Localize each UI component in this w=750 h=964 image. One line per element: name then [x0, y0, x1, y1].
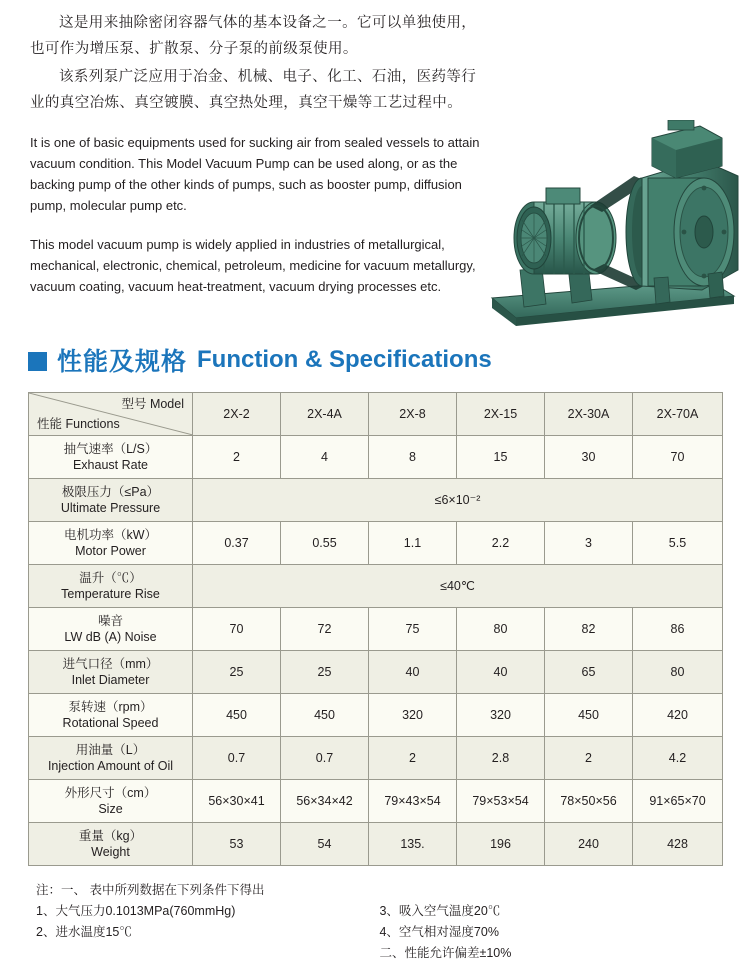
table-row — [29, 651, 723, 694]
cell-value: 54 — [281, 823, 369, 866]
cell-value: 2 — [193, 436, 281, 479]
cell-value: 1.1 — [369, 522, 457, 565]
cell-value: 40 — [369, 651, 457, 694]
intro-paragraph-en-2: This model vacuum pump is widely applied in industries of metallurgical, mechanical, electronic, chemical, petroleum, medicine for vacuum metallurgy, vacuum coating, vacuum heat-treatment, vacuum drying processes etc. — [30, 237, 476, 294]
cell-value: 2.8 — [457, 737, 545, 780]
notes-section — [36, 880, 716, 964]
row-label-temperature-rise — [29, 565, 193, 608]
row-label-en: Exhaust Rate — [72, 458, 149, 472]
corner-model-label: 型号 Model — [121, 397, 184, 411]
vacuum-pump-illustration — [472, 120, 740, 332]
model-header-5: 2X-70A — [633, 393, 723, 436]
row-label-en: Inlet Diameter — [71, 673, 150, 687]
corner-functions-label — [37, 416, 120, 432]
row-label-cn: 泵转速（rpm） — [68, 700, 153, 714]
note-item: 4、空气相对湿度70% — [379, 925, 499, 939]
cell-value: 2.2 — [457, 522, 545, 565]
cell-value: 82 — [545, 608, 633, 651]
cell-value: 450 — [281, 694, 369, 737]
cell-value: 4.2 — [633, 737, 723, 780]
cell-value: 79×53×54 — [457, 780, 545, 823]
cell-value-span: ≤6×10⁻² — [193, 479, 723, 522]
cell-value: 196 — [457, 823, 545, 866]
notes-left-column — [36, 901, 336, 943]
cell-value: 0.37 — [193, 522, 281, 565]
cell-value: 450 — [545, 694, 633, 737]
cell-value: 0.7 — [193, 737, 281, 780]
row-label-noise — [29, 608, 193, 651]
section-heading — [28, 342, 750, 378]
row-label-exhaust-rate — [29, 436, 193, 479]
row-label-cn: 进气口径（mm） — [62, 657, 159, 671]
cell-value: 86 — [633, 608, 723, 651]
cell-value: 56×30×41 — [193, 780, 281, 823]
intro-paragraph-cn-2: 该系列泵广泛应用于冶金、机械、电子、化工、石油，医药等行业的真空冶炼、真空镀膜、真空热处理，真空干燥等工艺过程中。 — [30, 69, 477, 111]
cell-value: 65 — [545, 651, 633, 694]
row-label-cn: 重量（kg） — [78, 829, 143, 843]
cell-value: 72 — [281, 608, 369, 651]
cell-value: 428 — [633, 823, 723, 866]
row-label-en: LW dB (A) Noise — [64, 630, 157, 644]
specifications-table-wrap — [28, 392, 722, 866]
row-label-cn: 温升（℃） — [79, 571, 142, 585]
row-label-weight — [29, 823, 193, 866]
table-row — [29, 737, 723, 780]
row-label-inlet-diameter — [29, 651, 193, 694]
cell-value: 135. — [369, 823, 457, 866]
cell-value: 2 — [545, 737, 633, 780]
row-label-cn: 抽气速率（L/S） — [63, 442, 158, 456]
row-label-rotational-speed — [29, 694, 193, 737]
cell-value: 30 — [545, 436, 633, 479]
row-label-size — [29, 780, 193, 823]
row-label-oil-amount — [29, 737, 193, 780]
table-row — [29, 780, 723, 823]
row-label-cn: 电机功率（kW） — [63, 528, 158, 542]
cell-value: 80 — [633, 651, 723, 694]
cell-value: 0.7 — [281, 737, 369, 780]
note-item: 3、吸入空气温度20℃ — [379, 904, 501, 918]
model-header-0: 2X-2 — [193, 393, 281, 436]
notes-right-column — [379, 901, 679, 964]
table-row — [29, 608, 723, 651]
intro-paragraph-cn-1: 这是用来抽除密闭容器气体的基本设备之一。它可以单独使用，也可作为增压泵、扩散泵、分子泵的前级泵使用。 — [30, 15, 477, 57]
cell-value: 40 — [457, 651, 545, 694]
cell-value: 79×43×54 — [369, 780, 457, 823]
row-label-cn: 极限压力（≤Pa） — [61, 485, 160, 499]
row-label-motor-power — [29, 522, 193, 565]
model-header-3: 2X-15 — [457, 393, 545, 436]
cell-value: 0.55 — [281, 522, 369, 565]
model-header-4: 2X-30A — [545, 393, 633, 436]
cell-value: 70 — [633, 436, 723, 479]
note-item: 2、进水温度15℃ — [36, 925, 132, 939]
specifications-table — [28, 392, 723, 866]
blue-square-icon — [28, 352, 47, 371]
row-label-en: Ultimate Pressure — [60, 501, 161, 515]
cell-value: 8 — [369, 436, 457, 479]
intro-section — [0, 0, 750, 330]
note-item: 二、性能允许偏差±10% — [379, 946, 512, 960]
row-label-en: Temperature Rise — [61, 587, 160, 601]
note-item: 1、大气压力0.1013MPa(760mmHg) — [36, 904, 236, 918]
table-row — [29, 565, 723, 608]
cell-value: 3 — [545, 522, 633, 565]
cell-value-span: ≤40℃ — [193, 565, 723, 608]
cell-value: 25 — [281, 651, 369, 694]
intro-paragraph-en-1: It is one of basic equipments used for sucking air from sealed vessels to attain vacuum condition. This Model Vacuum Pump can be used along, or as the backing pump of the other kinds of pumps, such as booster pump, diffusion pump, molecular pump etc. — [30, 135, 480, 213]
row-label-cn: 外形尺寸（cm） — [64, 786, 157, 800]
cell-value: 75 — [369, 608, 457, 651]
cell-value: 320 — [369, 694, 457, 737]
cell-value: 91×65×70 — [633, 780, 723, 823]
cell-value: 4 — [281, 436, 369, 479]
notes-heading: 注：一、 表中所列数据在下列条件下得出 — [36, 883, 265, 897]
cell-value: 15 — [457, 436, 545, 479]
table-header-row — [29, 393, 723, 436]
table-corner-cell — [29, 393, 193, 436]
cell-value: 56×34×42 — [281, 780, 369, 823]
cell-value: 2 — [369, 737, 457, 780]
table-row — [29, 823, 723, 866]
row-label-en: Weight — [91, 845, 130, 859]
row-label-en: Injection Amount of Oil — [47, 759, 174, 773]
row-label-ultimate-pressure — [29, 479, 193, 522]
row-label-en: Rotational Speed — [62, 716, 159, 730]
cell-value: 420 — [633, 694, 723, 737]
section-title-en: Function & Specifications — [197, 346, 492, 373]
model-header-2: 2X-8 — [369, 393, 457, 436]
row-label-en: Motor Power — [75, 544, 146, 558]
row-label-cn: 用油量（L） — [75, 743, 146, 757]
row-label-en: Size — [98, 802, 123, 816]
cell-value: 5.5 — [633, 522, 723, 565]
corner-functions-en: Functions — [65, 417, 120, 431]
section-title-cn: 性能及规格 — [57, 348, 188, 376]
corner-functions-cn: 性能 — [37, 417, 63, 431]
table-row — [29, 522, 723, 565]
cell-value: 240 — [545, 823, 633, 866]
cell-value: 53 — [193, 823, 281, 866]
cell-value: 78×50×56 — [545, 780, 633, 823]
table-row — [29, 694, 723, 737]
cell-value: 80 — [457, 608, 545, 651]
cell-value: 70 — [193, 608, 281, 651]
cell-value: 450 — [193, 694, 281, 737]
cell-value: 25 — [193, 651, 281, 694]
table-row — [29, 479, 723, 522]
table-row — [29, 436, 723, 479]
cell-value: 320 — [457, 694, 545, 737]
model-header-1: 2X-4A — [281, 393, 369, 436]
row-label-cn: 噪音 — [97, 614, 123, 628]
